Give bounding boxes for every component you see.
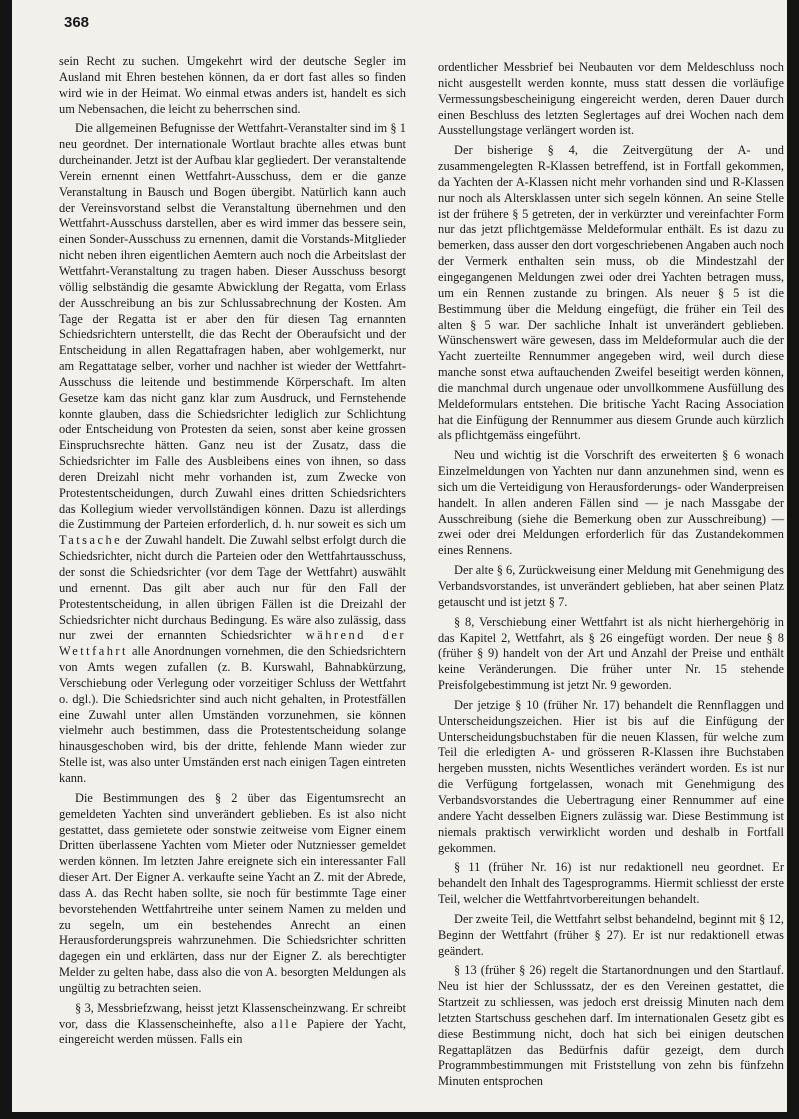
paragraph — [438, 448, 784, 559]
paragraph-text: Neu und wichtig ist die Vorschrift des erweiterten § 6 wonach Einzelmeldungen von Yachten nur dann anzunehmen sind, wenn es sich um die Verteidigung von Herausforderungs- oder Wanderpreisen handelt. In allen anderen Fällen sind — je nach Massgabe der Ausschreibung (siehe die Bemerkung oben zur Ausschreibung) — zwei oder drei Meldungen erforderlich für das Zustandekommen eines Rennens. — [438, 448, 784, 558]
paragraph — [438, 60, 784, 139]
paragraph — [438, 912, 784, 960]
paragraph — [438, 563, 784, 611]
paragraph — [438, 615, 784, 694]
document-page — [12, 0, 787, 1112]
paragraph-text: Der bisherige § 4, die Zeitvergütung der A- und zusammengelegten R-Klassen betreffend, ist in Fortfall gekommen, da Yachten der A-Klassen nicht mehr vorhanden sind und R-Klassen nur noch als Altersklassen unter sich segeln können. An seine Stelle ist der frühere § 5 getreten, der in verkürzter und vereinfachter Form nur das jetzt pflichtgemässe Meldeformular enthält. Es ist dazu zu bemerken, dass ausser den dort vorgeschriebenen Angaben auch noch der Vermerk enthalten sein muss, ob die Mindestzahl der eingegangenen Meldungen zwei oder drei Yachten betragen muss, um ein Rennen zustande zu bringen. Als neuer § 5 ist die Bestimmung über die Meldung eingefügt, die früher ein Teil des alten § 5 war. Der sachliche Inhalt ist unverändert geblieben. Wünschenswert wäre gewesen, dass im Meldeformular auch die der Yacht zuerteilte Rennummer angegeben wird, weil durch diese manche sonst etwa auftauchenden Zweifel beseitigt werden können, die manchmal durch ungenaue oder unvollkommene Ausfüllung des Meldeformulars entstehen. Die britische Yacht Racing Association hat die Einfügung der Rennummer aus diesem Grunde auch kürzlich als pflichtgemäss eingeführt. — [438, 143, 784, 443]
paragraph — [438, 860, 784, 908]
paragraph-text: sein Recht zu suchen. Umgekehrt wird der deutsche Segler im Ausland mit Ehren bestehen können, da er dort fast alles so finden wird wie in der Heimat. Wo einmal etwas anders ist, handelt es sich um Nebensachen, die leicht zu beherrschen sind. — [59, 54, 406, 116]
paragraph — [438, 698, 784, 856]
emphasized-text: Tatsache — [59, 533, 123, 548]
paragraph — [438, 143, 784, 444]
left-column — [59, 54, 406, 1052]
paragraph-text: § 8, Verschiebung einer Wettfahrt ist als nicht hierhergehörig in das Kapitel 2, Wettfahrt, als § 26 eingefügt worden. Der neue § 8 (früher § 9) handelt von der Art und Anzahl der Preise und enthält keine Veränderungen. Die früher unter Nr. 15 stehende Preisfolgebestimmung ist jetzt Nr. 9 geworden. — [438, 614, 784, 693]
paragraph — [59, 54, 406, 117]
emphasized-text: alle — [271, 1016, 300, 1031]
paragraph-text: § 3, Messbriefzwang, heisst jetzt Klassenscheinzwang. Er schreibt vor, dass die Klassenscheinhefte, also — [59, 1000, 406, 1031]
paragraph-text: Die allgemeinen Befugnisse der Wettfahrt-Veranstalter sind im § 1 neu geordnet. Der internationale Wortlaut brachte alles etwas bunt durcheinander. Jetzt ist der Aufbau klar gegliedert. Der veranstaltende Verein ernennt einen Wettfahrt-Ausschuss, dem er die ganze Veranstaltung in Bausch und Bogen übergibt. Natürlich kann auch der Vereinsvorstand selbst die Veranstaltung übernehmen und den Wettfahrt-Ausschuss darstellen, aber es wird immer das bessere sein, einen Sonder-Ausschuss zu ernennen, damit die Vorstands-Mitglieder nicht neben ihren eigentlichen Aemtern auch noch die Arbeitslast der Wettfahrt-Veranstaltung zu tragen haben. Dieser Ausschuss besorgt völlig selbständig die gesamte Abwicklung der Regatta, vom Erlass der Ausschreibung an bis zur Schlussabrechnung der Kosten. Am Tage der Regatta ist er aber den für diesen Tag ernannten Schiedsrichtern unterstellt, die das Recht der Oberaufsicht und der Entscheidung in allen Regattafragen haben, aber wohlgemerkt, nur am Regattatage selber, vorher und nachher ist wieder der Wettfahrt-Ausschuss die leitende und bestimmende Körperschaft. Im alten Gesetze kam das nicht ganz klar zum Ausdruck, und Fernstehende konnte glauben, dass die Schiedsrichter lediglich zur Schlichtung oder Entscheidung von Protesten da seien, sonst aber keine grossen Einspruchsrechte hätten. Ganz neu ist der Zusatz, dass die Schiedsrichter im Falle des Ausbleibens eines von ihnen, so dass deren Dreizahl nicht mehr vorhanden ist, zum Zwecke von Protestentscheidungen, durch Zuwahl eines dritten Schiedsrichters das Kollegium wieder vervollständigen können. Dazu ist allerdings die Zustimmung der Parteien erforderlich, d. h. nur soweit es sich um — [59, 121, 406, 532]
paragraph — [59, 1001, 406, 1049]
paragraph — [59, 791, 406, 997]
paragraph-text: § 11 (früher Nr. 16) ist nur redaktionell neu geordnet. Er behandelt den Inhalt des Tagesprogramms. Hiermit schliesst der erste Teil, welcher die Wettfahrtvorbereitungen behandelt. — [438, 860, 784, 907]
paragraph-text: Die Bestimmungen des § 2 über das Eigentumsrecht an gemeldeten Yachten sind unverändert geblieben. Es ist also nicht gestattet, dass gemietete oder sonstwie zeitweise vom Eigner einem Dritten überlassene Yachten vom Mieter oder Nutzniesser gemeldet werden können. Im letzten Jahre ereignete sich ein interessanter Fall dieser Art. Der Eigner A. verkaufte seine Yacht an Z. mit der Abrede, dass A. das Recht haben sollte, sie noch für bestimmte Tage einer bevorstehenden Wettfahrtreihe unter seinem Namen zu melden und zu segeln, um ein bestehendes Anrecht an einen Herausforderungspreis wahrzunehmen. Die Schiedsrichter schritten dagegen ein und erklärten, dass nur der Eigner Z. als berechtigter Melder zu gelten habe, dass also die von A. besorgten Meldungen als ungültig zu betrachten seien. — [59, 790, 406, 995]
page-number: 368 — [64, 14, 90, 31]
right-column — [438, 60, 784, 1094]
paragraph-text: ordentlicher Messbrief bei Neubauten vor dem Meldeschluss noch nicht ausgestellt werden konnte, muss statt dessen die vorläufige Vermessungsbescheinigung eingereicht werden, deren Dauer durch einen Beschluss des letzten Seglertages auf drei Wochen nach dem Ausstellungstage verlängert worden ist. — [438, 60, 784, 138]
paragraph — [59, 121, 406, 786]
paragraph-text: Der zweite Teil, die Wettfahrt selbst behandelnd, beginnt mit § 12, Beginn der Wettfahrt (früher § 27). Er ist nur redaktionell etwas geändert. — [438, 911, 784, 958]
paragraph-text: alle Anordnungen vornehmen, die den Schiedsrichtern von Amts wegen zufallen (z. B. Kurswahl, Bahnabkürzung, Verschiebung oder Verlegung oder vorzeitiger Schluss der Wettfahrt o. dgl.). Die Schiedsrichter sind auch nicht gehalten, in Protestfällen eine Zuwahl unter allen Umständen vorzunehmen, sie können vielmehr auch bestimmen, dass die Protestentscheidung solange hinausgeschoben wird, bis der dritte, fehlende Mann wieder zur Stelle ist, was also unter Umständen erst nach einigen Tagen eintreten kann. — [59, 644, 406, 785]
paragraph-text: Papiere der Yacht, eingereicht werden müssen. Falls ein — [59, 1016, 406, 1047]
emphasized-text: während der Wettfahrt — [59, 628, 406, 659]
paragraph-text: § 13 (früher § 26) regelt die Startanordnungen und den Startlauf. Neu ist hier der Schlusssatz, der es den Vereinen gestattet, die Startzeit zu schliessen, was jedoch erst dreissig Minuten nach dem letzten Startschuss geschehen darf. Im internationalen Gesetz gibt es diese Bestimmung nicht, doch hat sich bei einigen deutschen Regattaplätzen das Bedürfnis dafür gezeigt, dem durch Programmbestimmungen mit Friststellung von zehn bis fünfzehn Minuten entsprochen — [438, 963, 784, 1089]
paragraph-text: der Zuwahl handelt. Die Zuwahl selbst erfolgt durch die Schiedsrichter, nicht durch die Parteien oder den Wettfahrtausschuss, der sonst die Schiedsrichter (vor dem Tage der Wettfahrt) auswählt und ernennt. Das gilt aber auch nur für den Fall der Protestentscheidung, in allen übrigen Fällen ist die Dreizahl der Schiedsrichter nicht durchaus Bedingung. Es wäre also zulässig, dass nur zwei der ernannten Schiedsrichter — [59, 533, 406, 643]
paragraph — [438, 963, 784, 1090]
paragraph-text: Der jetzige § 10 (früher Nr. 17) behandelt die Rennflaggen und Unterscheidungszeichen. Hier ist bis auf die Einfügung der Unterscheidungsbuchstaben für die neuen Klassen, für welche zum Teil die erledigten A- und grösseren R-Klassen ihre Buchstaben hergeben mussten, nichts Wesentliches verändert worden. Es ist nur die Verfügung fortgelassen, wonach mit Genehmigung des Verbandsvorstandes die Uebertragung einer Rennummer auf eine andere Yacht desselben Eigners zulässig war. Diese Bestimmung ist niemals praktisch verwirklicht worden und deshalb in Fortfall gekommen. — [438, 697, 784, 855]
paragraph-text: Der alte § 6, Zurückweisung einer Meldung mit Genehmigung des Verbandsvorstandes, ist unverändert geblieben, hat aber seinen Platz getauscht und ist jetzt § 7. — [438, 563, 784, 609]
